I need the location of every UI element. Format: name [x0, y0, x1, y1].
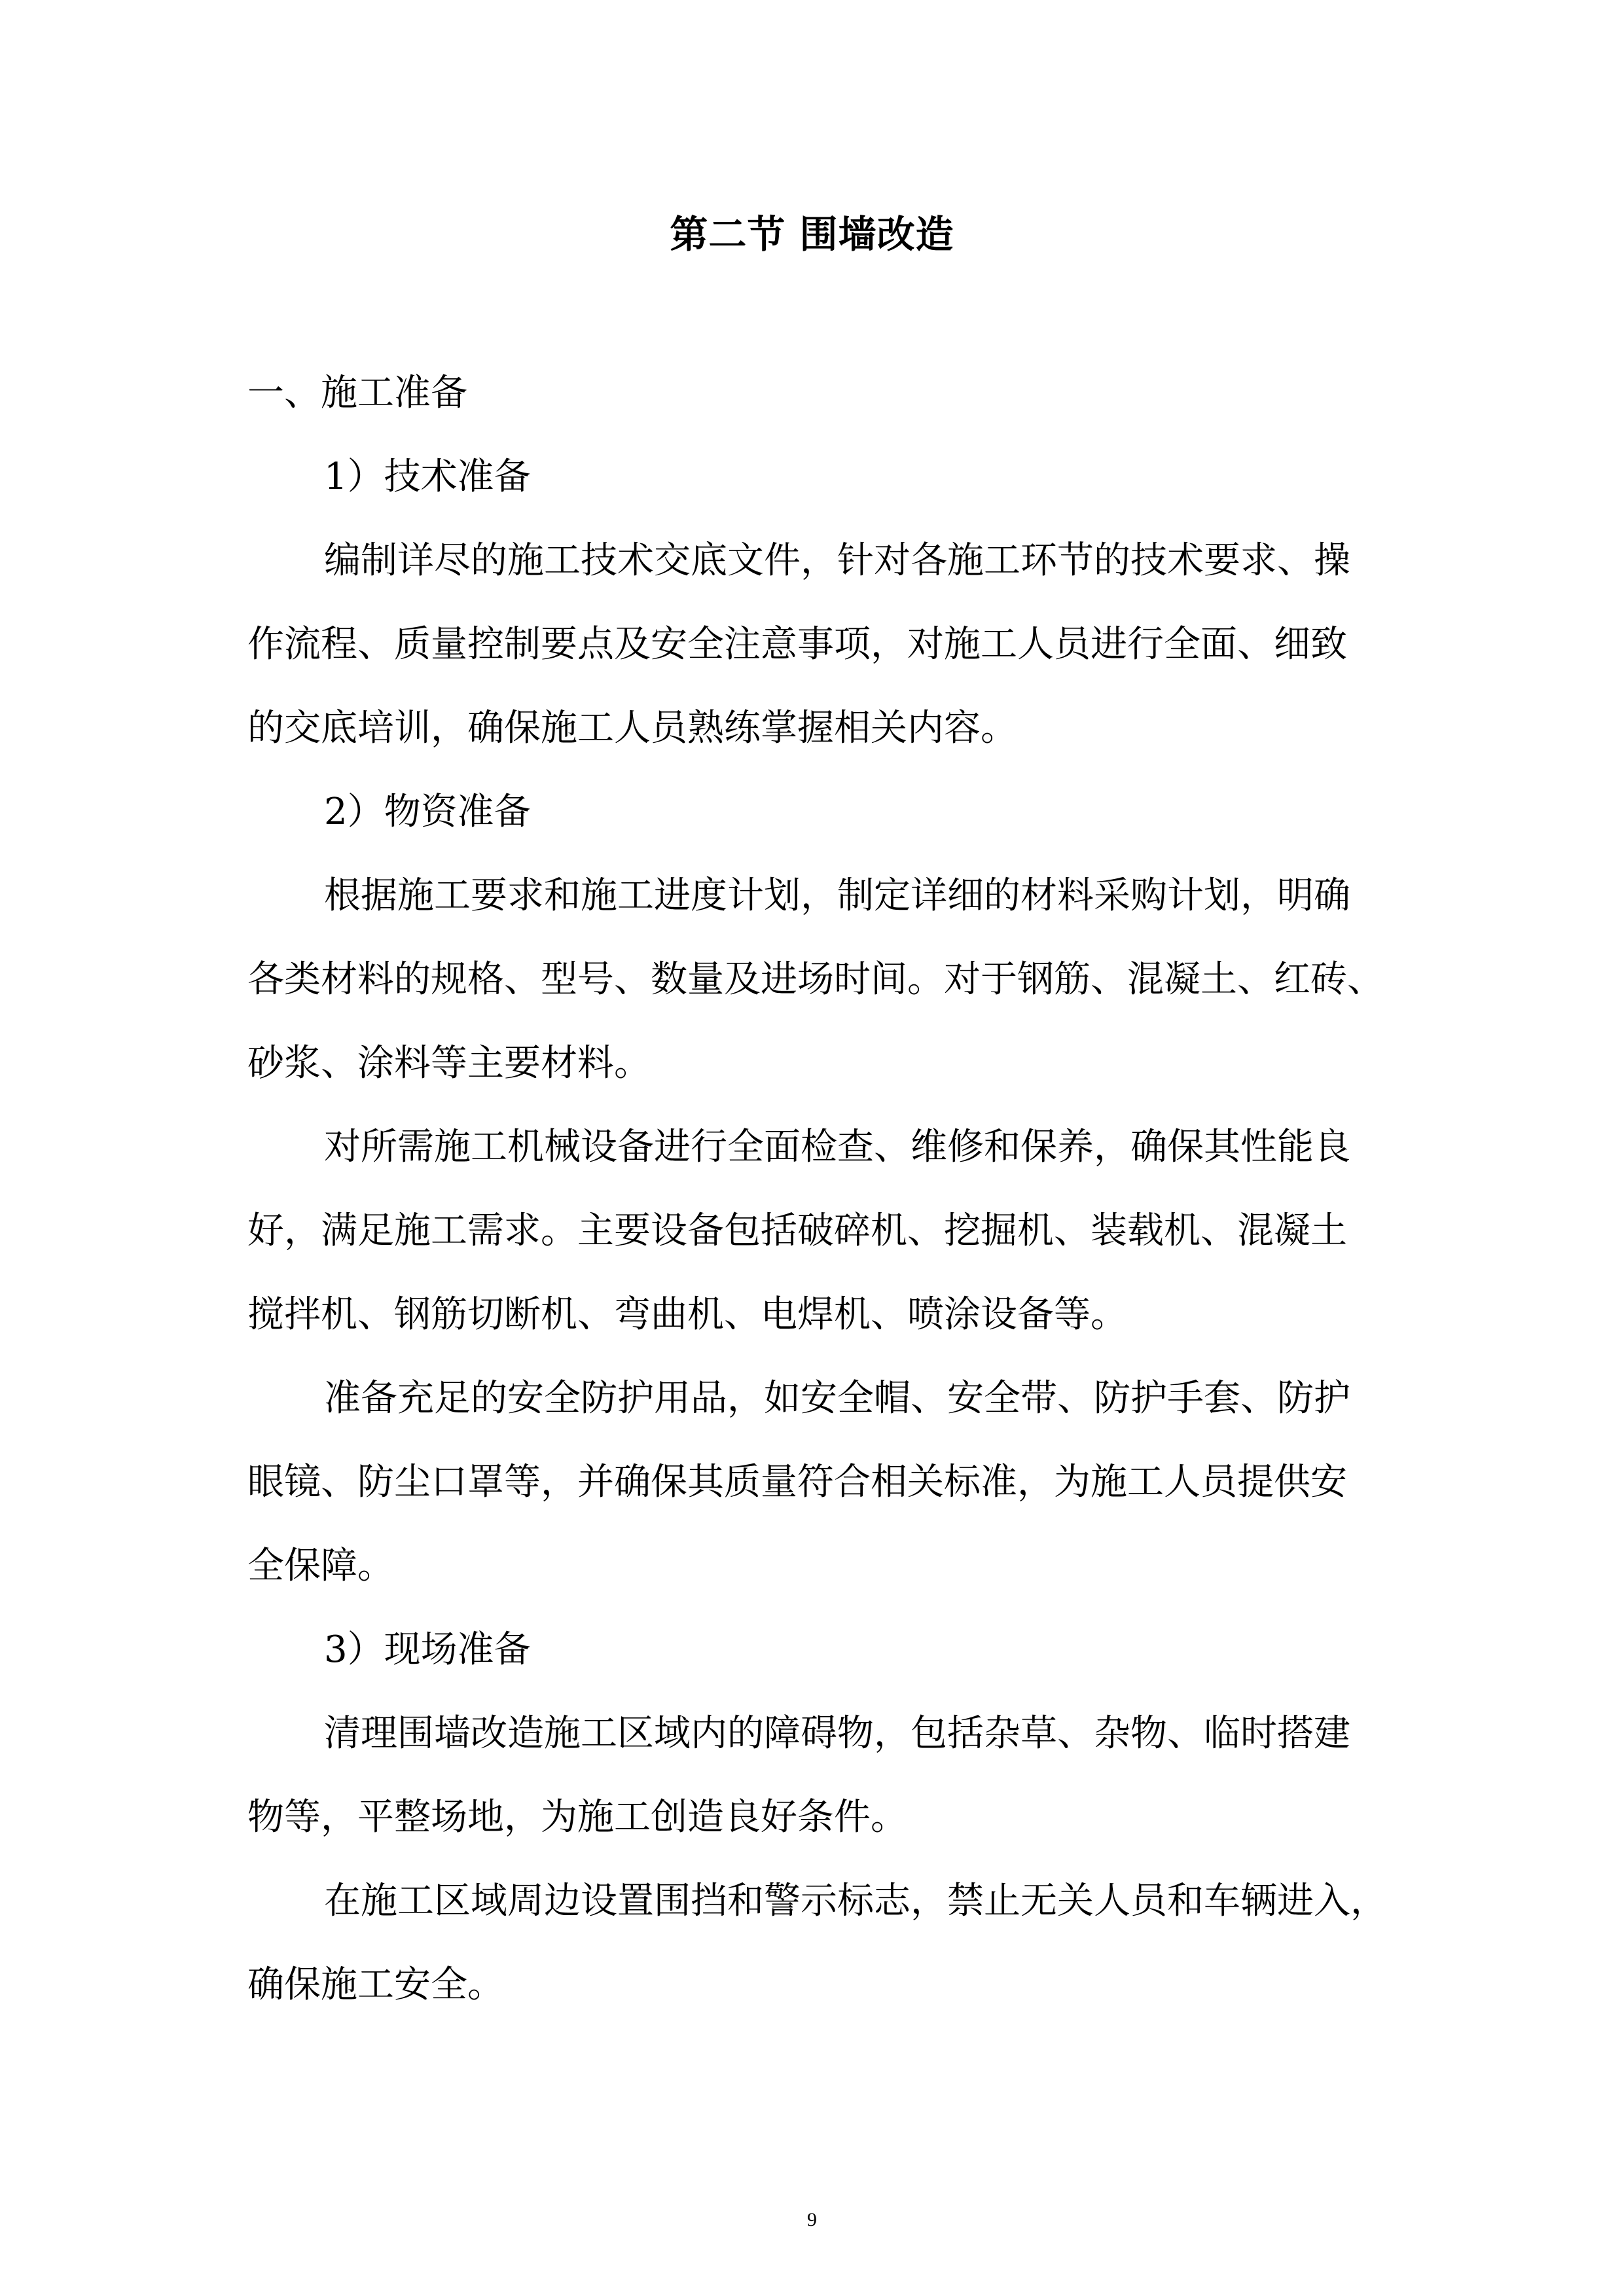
heading-construction-preparation: 一、施工准备 — [247, 372, 467, 414]
paragraph-line: 全保障。 — [247, 1545, 394, 1587]
page-number: 9 — [807, 2209, 817, 2231]
paragraph-line: 对所需施工机械设备进行全面检查、维修和保养，确保其性能良 — [324, 1126, 1350, 1168]
paragraph-line: 的交底培训，确保施工人员熟练掌握相关内容。 — [247, 707, 1017, 749]
paragraph-line: 根据施工要求和施工进度计划，制定详细的材料采购计划，明确 — [324, 874, 1350, 917]
paragraph-line: 物等，平整场地，为施工创造良好条件。 — [247, 1796, 907, 1839]
paragraph-line: 在施工区域周边设置围挡和警示标志，禁止无关人员和车辆进入， — [324, 1880, 1387, 1922]
paragraph-line: 眼镜、防尘口罩等，并确保其质量符合相关标准，为施工人员提供安 — [247, 1461, 1347, 1503]
paragraph-line: 搅拌机、钢筋切断机、弯曲机、电焊机、喷涂设备等。 — [247, 1293, 1127, 1336]
section-title: 第二节 围墙改造 — [670, 212, 954, 257]
paragraph-line: 确保施工安全。 — [247, 1964, 504, 2006]
paragraph-line: 准备充足的安全防护用品，如安全帽、安全带、防护手套、防护 — [324, 1377, 1350, 1420]
subheading-site-preparation: 3）现场准备 — [324, 1628, 531, 1671]
paragraph-line: 编制详尽的施工技术交底文件，针对各施工环节的技术要求、操 — [324, 539, 1350, 582]
paragraph-line: 清理围墙改造施工区域内的障碍物，包括杂草、杂物、临时搭建 — [324, 1712, 1350, 1755]
paragraph-line: 砂浆、涂料等主要材料。 — [247, 1042, 651, 1085]
subheading-material-preparation: 2）物资准备 — [324, 791, 531, 833]
paragraph-line: 各类材料的规格、型号、数量及进场时间。对于钢筋、混凝土、红砖、 — [247, 958, 1384, 1001]
paragraph-line: 作流程、质量控制要点及安全注意事项，对施工人员进行全面、细致 — [247, 623, 1347, 666]
paragraph-line: 好，满足施工需求。主要设备包括破碎机、挖掘机、装载机、混凝土 — [247, 1210, 1347, 1252]
subheading-technical-preparation: 1）技术准备 — [324, 456, 531, 498]
